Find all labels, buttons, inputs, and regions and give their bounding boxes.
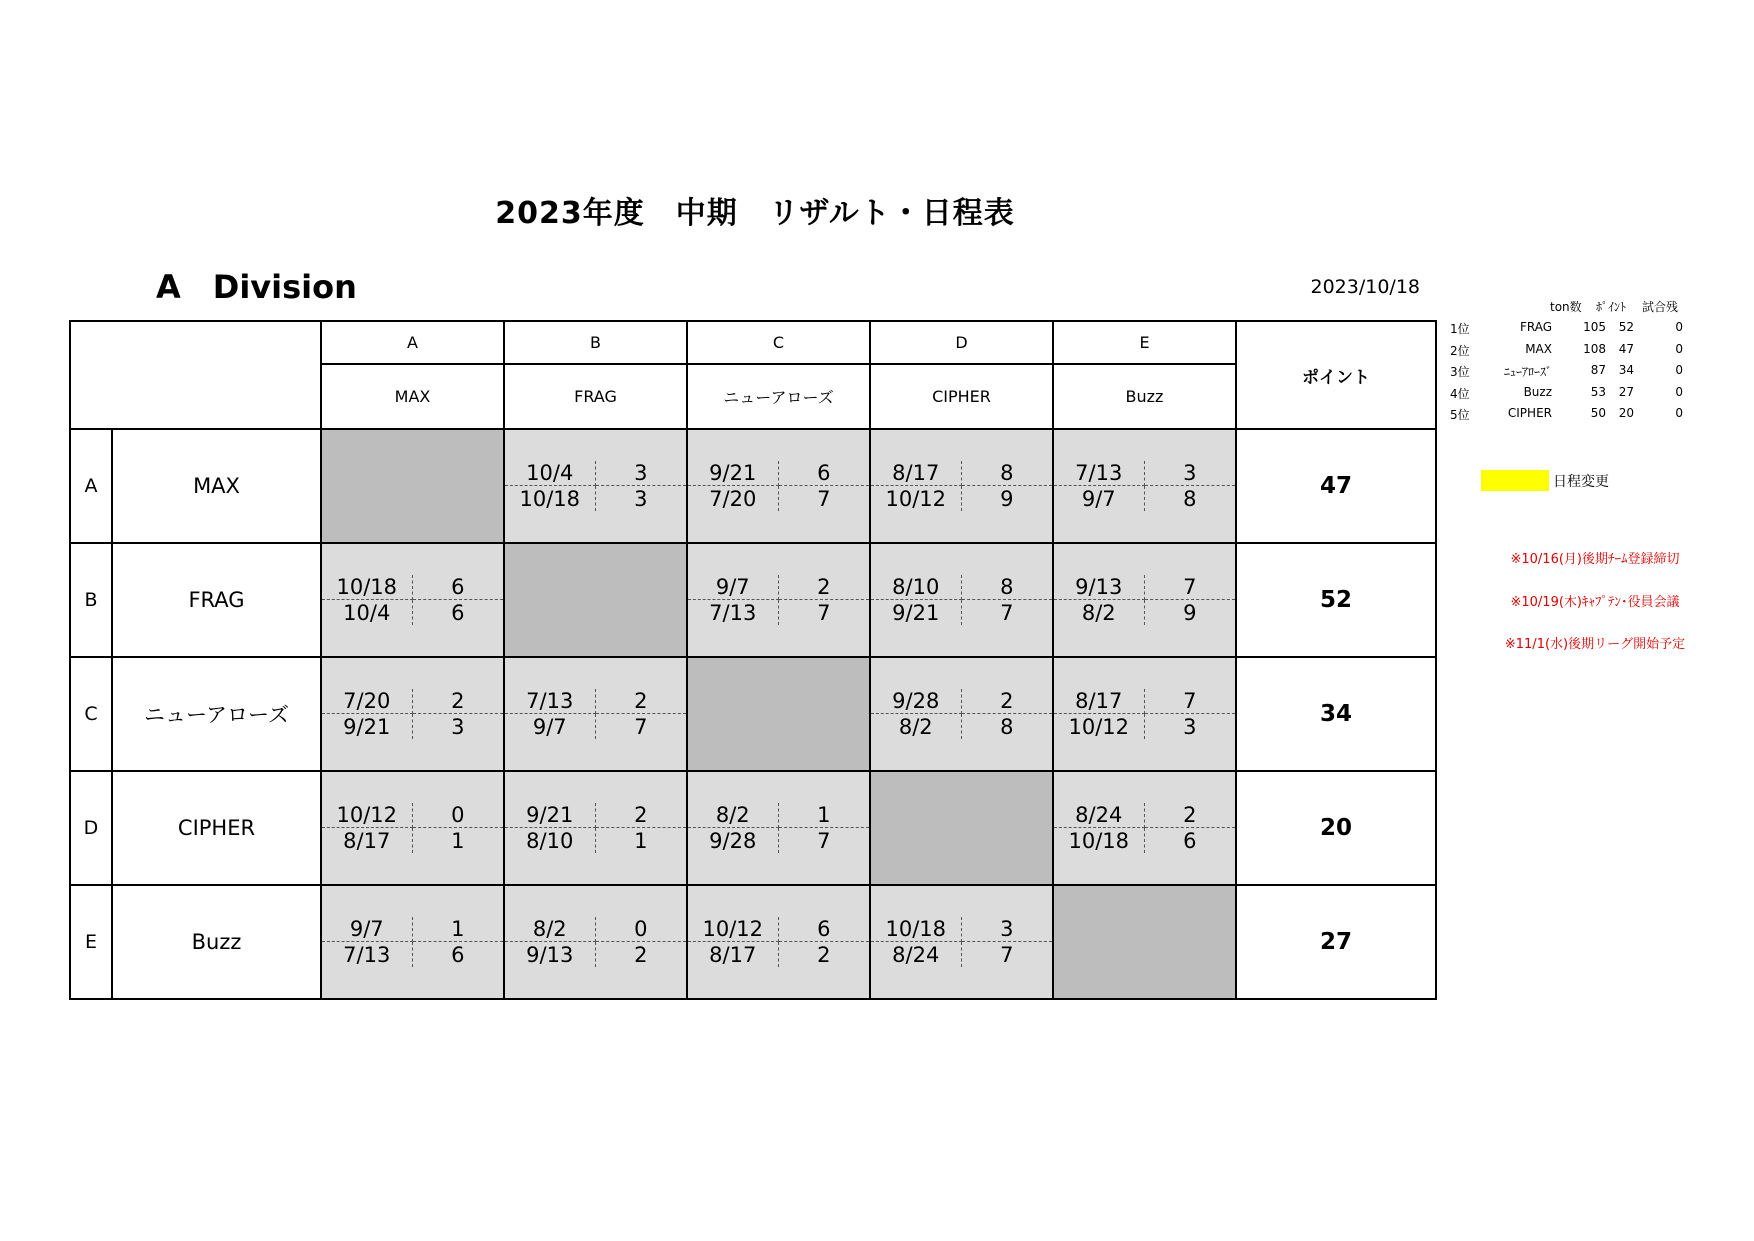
second-leg-score: 1 bbox=[634, 828, 648, 853]
second-leg-date: 9/7 bbox=[505, 714, 596, 739]
first-leg-date: 8/24 bbox=[1054, 803, 1145, 828]
first-leg-score: 2 bbox=[596, 689, 687, 714]
self-match-cell bbox=[870, 771, 1053, 885]
second-leg-date: 10/4 bbox=[322, 600, 413, 625]
second-leg-score: 7 bbox=[1000, 600, 1014, 625]
first-leg-score: 3 bbox=[596, 461, 687, 486]
second-leg-score: 2 bbox=[817, 942, 831, 967]
standings-remaining: 0 bbox=[1675, 406, 1683, 420]
team-points: 27 bbox=[1236, 885, 1436, 999]
column-team-name: FRAG bbox=[504, 364, 687, 429]
first-leg-score: 2 bbox=[1145, 803, 1236, 828]
standings-ton: 105 bbox=[1583, 320, 1606, 334]
first-leg-date: 8/10 bbox=[871, 575, 962, 600]
team-row bbox=[70, 543, 1436, 657]
second-leg-score: 8 bbox=[1183, 486, 1197, 511]
second-leg-score: 7 bbox=[817, 828, 831, 853]
row-team-name: FRAG bbox=[112, 543, 321, 657]
standings-ton: 53 bbox=[1590, 384, 1606, 399]
first-leg-score: 6 bbox=[779, 461, 870, 486]
row-letter: D bbox=[70, 771, 112, 885]
first-leg-score: 6 bbox=[779, 917, 870, 942]
standings-team: CIPHER bbox=[1507, 406, 1552, 420]
match-cell bbox=[687, 543, 870, 657]
team-points: 47 bbox=[1236, 429, 1436, 543]
standings-rank: 2位 bbox=[1450, 343, 1470, 358]
second-leg-date: 7/20 bbox=[688, 486, 779, 511]
standings-points: 27 bbox=[1618, 384, 1634, 399]
second-leg-date: 7/13 bbox=[688, 600, 779, 625]
second-leg-date: 10/18 bbox=[1054, 828, 1145, 853]
first-leg-score: 8 bbox=[962, 461, 1053, 486]
second-leg-score: 6 bbox=[1183, 828, 1197, 853]
match-cell bbox=[321, 543, 504, 657]
match-cell bbox=[870, 657, 1053, 771]
column-team-name: ニューアローズ bbox=[687, 364, 870, 429]
standings-rank: 1位 bbox=[1450, 322, 1470, 336]
first-leg-score: 2 bbox=[962, 689, 1053, 714]
second-leg-score: 9 bbox=[1000, 486, 1014, 511]
second-leg-score: 7 bbox=[1000, 942, 1014, 967]
column-letter: C bbox=[687, 321, 870, 364]
first-leg-date: 9/7 bbox=[688, 575, 779, 600]
standings-row bbox=[1450, 384, 1683, 405]
standings-points: 52 bbox=[1618, 320, 1634, 334]
standings-team: ﾆｭｰｱﾛｰｽﾞ bbox=[1503, 365, 1552, 379]
row-team-name: CIPHER bbox=[112, 771, 321, 885]
self-match-cell bbox=[687, 657, 870, 771]
second-leg-score: 6 bbox=[451, 600, 465, 625]
first-leg-score: 3 bbox=[1145, 461, 1236, 486]
standings-row bbox=[1450, 320, 1683, 340]
standings-team: FRAG bbox=[1519, 320, 1552, 334]
match-cell bbox=[504, 657, 687, 771]
match-cell bbox=[870, 885, 1053, 999]
standings-header-points: ﾎﾟｲﾝﾄ bbox=[1596, 300, 1627, 314]
first-leg-date: 9/7 bbox=[322, 917, 413, 942]
column-team-name: MAX bbox=[321, 364, 504, 429]
standings-header-remaining: 試合残 bbox=[1642, 300, 1679, 314]
standings-ton: 87 bbox=[1590, 363, 1606, 377]
standings-row bbox=[1450, 341, 1683, 362]
second-leg-score: 9 bbox=[1183, 600, 1197, 625]
match-cell bbox=[687, 429, 870, 543]
first-leg-score: 6 bbox=[413, 575, 504, 600]
points-header: ポイント bbox=[1236, 321, 1436, 429]
standings-team: Buzz bbox=[1523, 384, 1552, 399]
second-leg-score: 3 bbox=[1183, 714, 1197, 739]
second-leg-date: 8/17 bbox=[322, 828, 413, 853]
second-leg-date: 9/13 bbox=[505, 942, 596, 967]
first-leg-date: 8/17 bbox=[871, 461, 962, 486]
row-team-name: Buzz bbox=[112, 885, 321, 999]
division-heading: A Division bbox=[156, 268, 357, 306]
team-points: 52 bbox=[1236, 543, 1436, 657]
note-league-start: ※11/1(水)後期リーグ開始予定 bbox=[1504, 637, 1686, 652]
first-leg-date: 9/13 bbox=[1054, 575, 1145, 600]
first-leg-score: 2 bbox=[596, 803, 687, 828]
first-leg-score: 3 bbox=[962, 917, 1053, 942]
column-letter: E bbox=[1053, 321, 1236, 364]
report-date: 2023/10/18 bbox=[1310, 276, 1420, 298]
first-leg-date: 7/13 bbox=[1054, 461, 1145, 486]
second-leg-score: 6 bbox=[451, 942, 465, 967]
standings-points: 20 bbox=[1618, 406, 1634, 420]
column-letter: A bbox=[321, 321, 504, 364]
standings-row bbox=[1450, 363, 1683, 383]
standings-rank: 3位 bbox=[1450, 365, 1470, 379]
first-leg-date: 10/18 bbox=[322, 575, 413, 600]
second-leg-score: 7 bbox=[634, 714, 648, 739]
row-letter: A bbox=[70, 429, 112, 543]
row-letter: B bbox=[70, 543, 112, 657]
standings-remaining: 0 bbox=[1675, 384, 1683, 399]
corner-cell bbox=[70, 321, 321, 429]
standings-points: 47 bbox=[1618, 341, 1634, 356]
team-points: 20 bbox=[1236, 771, 1436, 885]
match-cell bbox=[321, 885, 504, 999]
second-leg-date: 8/24 bbox=[871, 942, 962, 967]
second-leg-score: 8 bbox=[1000, 714, 1014, 739]
match-cell bbox=[1053, 543, 1236, 657]
standings-points: 34 bbox=[1618, 363, 1634, 377]
second-leg-date: 9/7 bbox=[1054, 486, 1145, 511]
row-team-name: ニューアローズ bbox=[112, 657, 321, 771]
standings-row bbox=[1450, 406, 1683, 426]
match-cell bbox=[870, 543, 1053, 657]
second-leg-date: 8/2 bbox=[871, 714, 962, 739]
first-leg-score: 7 bbox=[1145, 689, 1236, 714]
standings-ton: 50 bbox=[1590, 406, 1606, 420]
row-letter: E bbox=[70, 885, 112, 999]
second-leg-score: 3 bbox=[634, 486, 648, 511]
self-match-cell bbox=[321, 429, 504, 543]
second-leg-date: 8/10 bbox=[505, 828, 596, 853]
match-cell bbox=[1053, 429, 1236, 543]
standings-team: MAX bbox=[1525, 341, 1552, 356]
match-cell bbox=[687, 885, 870, 999]
first-leg-date: 8/17 bbox=[1054, 689, 1145, 714]
column-letter: D bbox=[870, 321, 1053, 364]
second-leg-date: 9/21 bbox=[322, 714, 413, 739]
second-leg-score: 7 bbox=[817, 486, 831, 511]
page-title: 2023年度 中期 リザルト・日程表 bbox=[495, 196, 1015, 231]
second-leg-date: 10/18 bbox=[505, 486, 596, 511]
match-cell bbox=[1053, 657, 1236, 771]
first-leg-score: 8 bbox=[962, 575, 1053, 600]
self-match-cell bbox=[1053, 885, 1236, 999]
standings-remaining: 0 bbox=[1675, 363, 1683, 377]
first-leg-score: 0 bbox=[413, 803, 504, 828]
note-team-registration: ※10/16(月)後期ﾁｰﾑ登録締切 bbox=[1510, 552, 1680, 567]
first-leg-date: 10/12 bbox=[688, 917, 779, 942]
match-cell bbox=[321, 771, 504, 885]
column-team-name: Buzz bbox=[1053, 364, 1236, 429]
second-leg-date: 8/17 bbox=[688, 942, 779, 967]
second-leg-date: 10/12 bbox=[1054, 714, 1145, 739]
second-leg-date: 9/21 bbox=[871, 600, 962, 625]
first-leg-date: 9/21 bbox=[688, 461, 779, 486]
standings-rank: 5位 bbox=[1450, 408, 1470, 422]
first-leg-date: 8/2 bbox=[505, 917, 596, 942]
standings-rank: 4位 bbox=[1450, 386, 1470, 401]
self-match-cell bbox=[504, 543, 687, 657]
schedule-change-label: 日程変更 bbox=[1553, 474, 1609, 490]
match-cell bbox=[504, 429, 687, 543]
second-leg-score: 1 bbox=[451, 828, 465, 853]
note-captain-meeting: ※10/19(木)ｷｬﾌﾟﾃﾝ･役員会議 bbox=[1510, 595, 1680, 610]
first-leg-score: 0 bbox=[596, 917, 687, 942]
row-team-name: MAX bbox=[112, 429, 321, 543]
match-cell bbox=[504, 771, 687, 885]
second-leg-score: 7 bbox=[817, 600, 831, 625]
team-row bbox=[70, 429, 1436, 543]
results-schedule-table bbox=[69, 320, 1437, 1000]
schedule-change-swatch bbox=[1481, 470, 1549, 491]
first-leg-score: 1 bbox=[413, 917, 504, 942]
match-cell bbox=[1053, 771, 1236, 885]
match-cell bbox=[321, 657, 504, 771]
first-leg-date: 8/2 bbox=[688, 803, 779, 828]
first-leg-score: 2 bbox=[413, 689, 504, 714]
first-leg-date: 9/21 bbox=[505, 803, 596, 828]
standings-header-ton: ton数 bbox=[1550, 300, 1582, 314]
second-leg-date: 8/2 bbox=[1054, 600, 1145, 625]
team-row bbox=[70, 771, 1436, 885]
first-leg-score: 2 bbox=[779, 575, 870, 600]
second-leg-score: 3 bbox=[451, 714, 465, 739]
first-leg-date: 9/28 bbox=[871, 689, 962, 714]
match-cell bbox=[870, 429, 1053, 543]
second-leg-date: 7/13 bbox=[322, 942, 413, 967]
standings-remaining: 0 bbox=[1675, 320, 1683, 334]
first-leg-score: 1 bbox=[779, 803, 870, 828]
first-leg-date: 10/4 bbox=[505, 461, 596, 486]
first-leg-score: 7 bbox=[1145, 575, 1236, 600]
row-letter: C bbox=[70, 657, 112, 771]
first-leg-date: 7/13 bbox=[505, 689, 596, 714]
standings-remaining: 0 bbox=[1675, 341, 1683, 356]
match-cell bbox=[687, 771, 870, 885]
first-leg-date: 10/18 bbox=[871, 917, 962, 942]
first-leg-date: 7/20 bbox=[322, 689, 413, 714]
first-leg-date: 10/12 bbox=[322, 803, 413, 828]
team-points: 34 bbox=[1236, 657, 1436, 771]
team-row bbox=[70, 885, 1436, 999]
second-leg-date: 9/28 bbox=[688, 828, 779, 853]
column-letter: B bbox=[504, 321, 687, 364]
team-row bbox=[70, 657, 1436, 771]
standings-ton: 108 bbox=[1583, 341, 1606, 356]
column-team-name: CIPHER bbox=[870, 364, 1053, 429]
match-cell bbox=[504, 885, 687, 999]
second-leg-date: 10/12 bbox=[871, 486, 962, 511]
second-leg-score: 2 bbox=[634, 942, 648, 967]
